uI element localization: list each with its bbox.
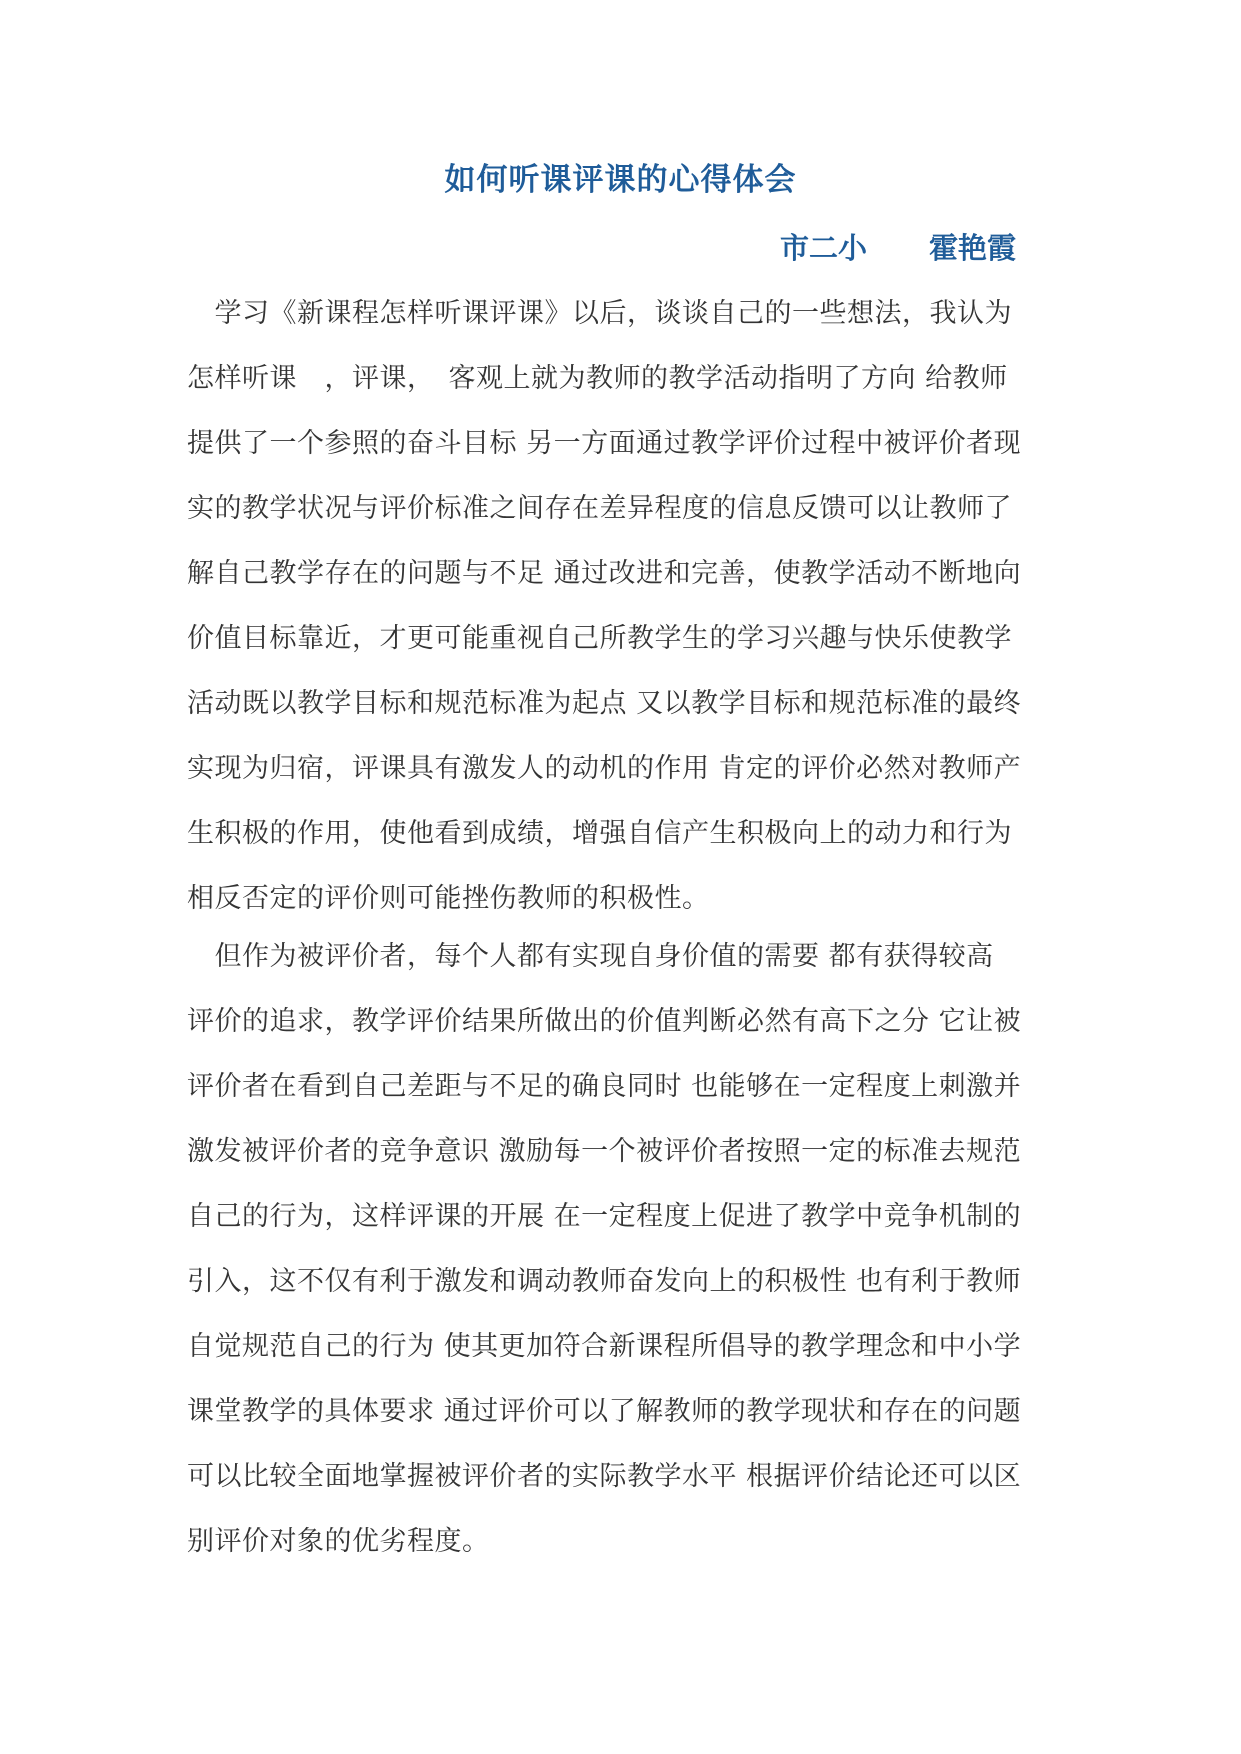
author-byline (780, 228, 1080, 268)
paragraph-line: 解自己教学存在的问题与不足 通过改进和完善，使教学活动不断地向 (187, 558, 1022, 589)
paragraph-line: 实的教学状况与评价标准之间存在差异程度的信息反馈可以让教师了 (187, 493, 1012, 524)
paragraph-line: 自觉规范自己的行为 使其更加符合新课程所倡导的教学理念和中小学 (187, 1331, 1022, 1362)
paragraph-line: 别评价对象的优劣程度。 (187, 1526, 490, 1557)
paragraph-line: 评价的追求，教学评价结果所做出的价值判断必然有高下之分 它让被 (187, 1006, 1022, 1037)
paragraph-line: 引入，这不仅有利于激发和调动教师奋发向上的积极性 也有利于教师 (187, 1266, 1022, 1297)
paragraph-line: 相反否定的评价则可能挫伤教师的积极性。 (187, 883, 710, 914)
byline-school: 市二小 (780, 231, 868, 265)
paragraph-line: 评价者在看到自己差距与不足的确良同时 也能够在一定程度上刺激并 (187, 1071, 1022, 1102)
document-title: 如何听课评课的心得体会 (444, 162, 797, 198)
paragraph-line: 生积极的作用，使他看到成绩，增强自信产生积极向上的动力和行为 (187, 818, 1012, 849)
paragraph-line: 实现为归宿，评课具有激发人的动机的作用 肯定的评价必然对教师产 (187, 753, 1022, 784)
paragraph-line: 学习《新课程怎样听课评课》以后，谈谈自己的一些想法，我认为 (187, 298, 1012, 329)
byline-author: 霍艳霞 (929, 231, 1017, 265)
paragraph-line: 但作为被评价者，每个人都有实现自身价值的需要 都有获得较高 (187, 941, 994, 972)
paragraph-line: 怎样听课 ，评课， 客观上就为教师的教学活动指明了方向 给教师 (187, 363, 1008, 394)
paragraph-line: 活动既以教学目标和规范标准为起点 又以教学目标和规范标准的最终 (187, 688, 1022, 719)
paragraph-line: 价值目标靠近，才更可能重视自己所教学生的学习兴趣与快乐使教学 (187, 623, 1012, 654)
paragraph-line: 激发被评价者的竞争意识 激励每一个被评价者按照一定的标准去规范 (187, 1136, 1022, 1167)
paragraph-line: 提供了一个参照的奋斗目标 另一方面通过教学评价过程中被评价者现 (187, 428, 1022, 459)
paragraph-line: 可以比较全面地掌握被评价者的实际教学水平 根据评价结论还可以区 (187, 1461, 1022, 1492)
paragraph-1 (187, 281, 1067, 931)
paragraph-line: 自己的行为，这样评课的开展 在一定程度上促进了教学中竞争机制的 (187, 1201, 1022, 1232)
paragraph-2 (187, 924, 1067, 1574)
paragraph-line: 课堂教学的具体要求 通过评价可以了解教师的教学现状和存在的问题 (187, 1396, 1022, 1427)
